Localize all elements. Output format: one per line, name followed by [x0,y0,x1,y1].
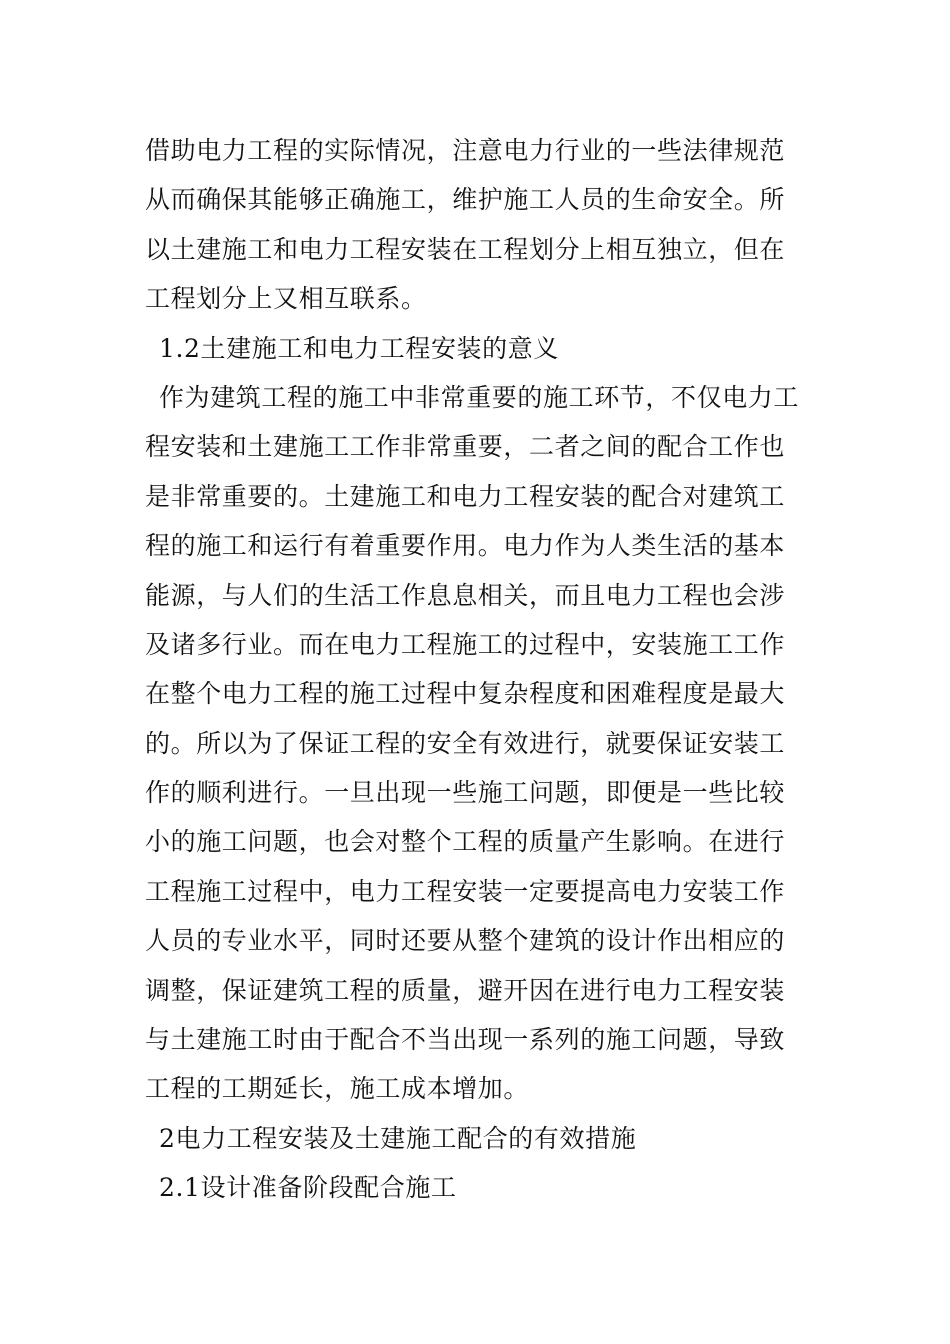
text-line: 人员的专业水平，同时还要从整个建筑的设计作出相应的 [145,926,786,956]
paragraph-first-line: 作为建筑工程的施工中非常重要的施工环节，不仅电力工 [159,382,800,412]
section-heading-2: 2电力工程安装及土建施工配合的有效措施 [159,1123,637,1153]
text-line: 作的顺利进行。一旦出现一些施工问题，即便是一些比较 [145,778,786,808]
section-heading-2-1: 2.1设计准备阶段配合施工 [159,1173,457,1203]
text-line: 工程划分上又相互联系。 [145,284,427,314]
text-line: 在整个电力工程的施工过程中复杂程度和困难程度是最大 [145,679,786,709]
text-line: 程安装和土建施工工作非常重要，二者之间的配合工作也 [145,432,786,462]
text-line: 调整，保证建筑工程的质量，避开因在进行电力工程安装 [145,975,786,1005]
text-line: 工程的工期延长，施工成本增加。 [145,1074,530,1104]
section-heading-1-2: 1.2土建施工和电力工程安装的意义 [159,333,559,363]
text-line: 以土建施工和电力工程安装在工程划分上相互独立，但在 [145,234,786,264]
text-line: 及诸多行业。而在电力工程施工的过程中，安装施工工作 [145,629,786,659]
text-line: 工程施工过程中，电力工程安装一定要提高电力安装工作 [145,876,786,906]
text-line: 的。所以为了保证工程的安全有效进行，就要保证安装工 [145,728,786,758]
text-line: 从而确保其能够正确施工，维护施工人员的生命安全。所 [145,185,786,215]
text-line: 小的施工问题，也会对整个工程的质量产生影响。在进行 [145,827,786,857]
document-body [145,126,810,1213]
text-line: 与土建施工时由于配合不当出现一系列的施工问题，导致 [145,1025,786,1055]
text-line: 程的施工和运行有着重要作用。电力作为人类生活的基本 [145,531,786,561]
text-line: 是非常重要的。土建施工和电力工程安装的配合对建筑工 [145,481,786,511]
text-line: 借助电力工程的实际情况，注意电力行业的一些法律规范 [145,136,786,165]
text-line: 能源，与人们的生活工作息息相关，而且电力工程也会涉 [145,580,786,610]
